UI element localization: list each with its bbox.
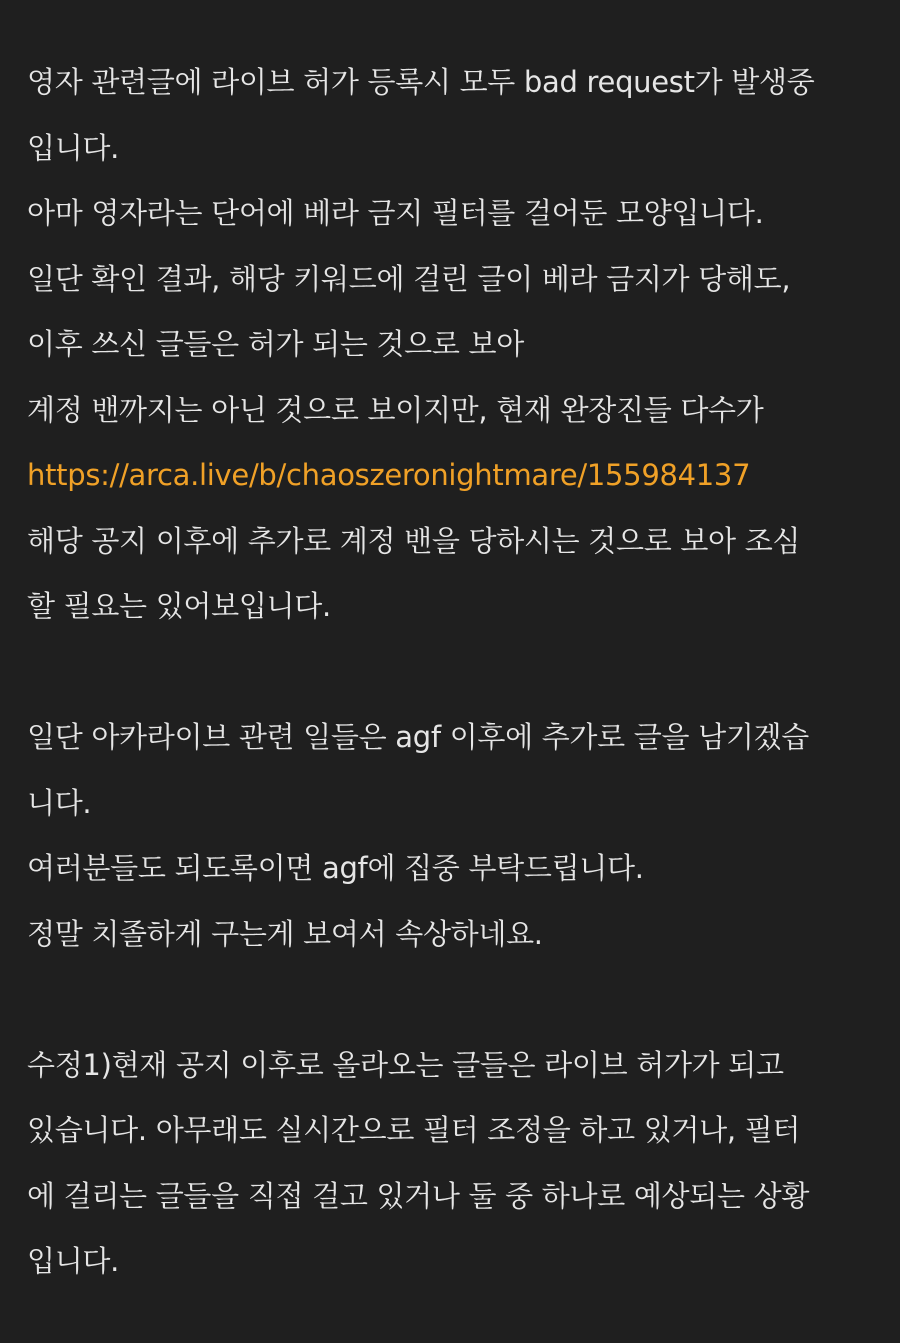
text-line: 수정1)현재 공지 이후로 올라오는 글들은 라이브 허가가 되고: [27, 1047, 784, 1082]
text-line: 일단 아카라이브 관련 일들은 agf 이후에 추가로 글을 남기겠습: [27, 720, 809, 754]
text-line: 정말 치졸하게 구는게 보여서 속상하네요.: [27, 916, 543, 951]
text-line: 이후 쓰신 글들은 허가 되는 것으로 보아: [27, 327, 524, 361]
text-line: 영자 관련글에 라이브 허가 등록시 모두 bad request가 발생중: [27, 65, 815, 99]
text-line: 일단 확인 결과, 해당 키워드에 걸린 글이 베라 금지가 당해도,: [27, 261, 791, 296]
text-line: 해당 공지 이후에 추가로 계정 밴을 당하시는 것으로 보아 조심: [27, 523, 801, 558]
notice-link[interactable]: https://arca.live/b/chaoszeronightmare/155984137: [27, 458, 751, 492]
text-line: 여러분들도 되도록이면 agf에 집중 부탁드립니다.: [27, 851, 644, 885]
notice-link-line: [27, 443, 887, 509]
paragraph-gap: [27, 967, 887, 1033]
text-line: 있습니다. 아무래도 실시간으로 필터 조정을 하고 있거나, 필터: [27, 1113, 801, 1147]
text-line: 에 걸리는 글들을 직접 걸고 있거나 둘 중 하나로 예상되는 상황: [27, 1178, 810, 1213]
text-line: 할 필요는 있어보입니다.: [27, 589, 331, 623]
text-line: 입니다.: [27, 130, 120, 165]
text-line: 계정 밴까지는 아닌 것으로 보이지만, 현재 완장진들 다수가: [27, 392, 764, 427]
paragraph-gap: [27, 640, 887, 706]
text-line: 입니다.: [27, 1244, 120, 1278]
post-body: [27, 50, 887, 1295]
text-line: 니다.: [27, 785, 92, 820]
text-line: 아마 영자라는 단어에 베라 금지 필터를 걸어둔 모양입니다.: [27, 196, 764, 230]
